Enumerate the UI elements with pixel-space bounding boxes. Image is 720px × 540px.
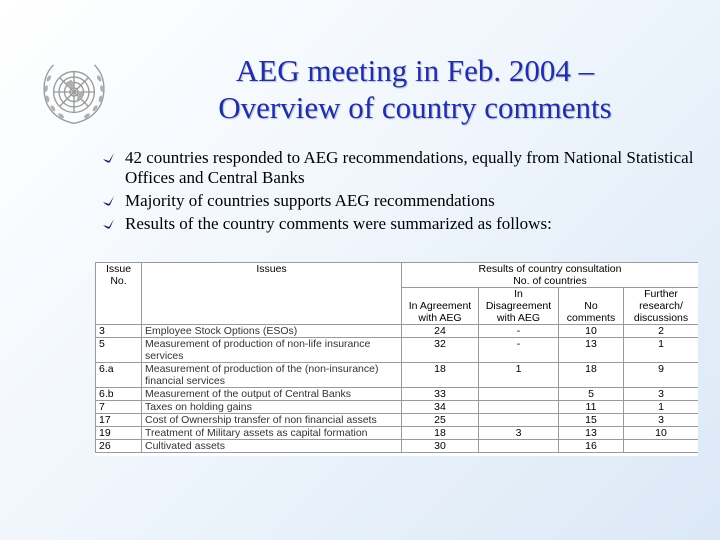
cell-issue: Measurement of the output of Central Banks: [142, 388, 402, 401]
cell-disagree: -: [479, 338, 559, 363]
cell-further: 1: [624, 338, 699, 363]
cell-agree: 32: [402, 338, 479, 363]
header-issue-no: Issue No.: [96, 263, 142, 325]
cell-issue: Measurement of production of the (non-insurance) financial services: [142, 363, 402, 388]
header-no-comments: No comments: [559, 288, 624, 325]
cell-issue: Taxes on holding gains: [142, 401, 402, 414]
cell-further: 9: [624, 363, 699, 388]
cell-issue-no: 3: [96, 325, 142, 338]
cell-no-comments: 11: [559, 401, 624, 414]
slide-title-line-2: Overview of country comments: [218, 90, 612, 125]
cell-disagree: 1: [479, 363, 559, 388]
bullet-list: [100, 148, 700, 237]
header-further-research: Further research/ discussions: [624, 288, 699, 325]
header-results-subtitle: No. of countries: [513, 275, 587, 287]
table-row: [96, 401, 699, 414]
cell-agree: 24: [402, 325, 479, 338]
cell-issue: Cost of Ownership transfer of non financial assets: [142, 414, 402, 427]
cell-issue-no: 6.a: [96, 363, 142, 388]
bullet-item: [100, 191, 700, 211]
cell-issue-no: 7: [96, 401, 142, 414]
cell-further: 10: [624, 427, 699, 440]
table-row: [96, 427, 699, 440]
header-results-group: [402, 263, 699, 288]
bullet-text: Results of the country comments were summarized as follows:: [125, 214, 552, 233]
table-row: [96, 388, 699, 401]
table-row: [96, 414, 699, 427]
cell-no-comments: 5: [559, 388, 624, 401]
cell-no-comments: 10: [559, 325, 624, 338]
cell-agree: 30: [402, 440, 479, 453]
cell-no-comments: 13: [559, 427, 624, 440]
table-row: [96, 363, 699, 388]
cell-further: 3: [624, 414, 699, 427]
cell-agree: 33: [402, 388, 479, 401]
cell-issue-no: 17: [96, 414, 142, 427]
header-issues: Issues: [142, 263, 402, 325]
bullet-item: [100, 214, 700, 234]
cell-issue: Cultivated assets: [142, 440, 402, 453]
table-row: [96, 338, 699, 363]
country-comments-table: [95, 262, 698, 456]
slide-title-line-1: AEG meeting in Feb. 2004 –: [235, 53, 595, 88]
cell-issue: Measurement of production of non-life insurance services: [142, 338, 402, 363]
header-results-title: Results of country consultation: [478, 263, 622, 275]
table-row: [96, 325, 699, 338]
cell-issue: Treatment of Military assets as capital formation: [142, 427, 402, 440]
cell-further: 2: [624, 325, 699, 338]
cell-no-comments: 16: [559, 440, 624, 453]
cell-further: 1: [624, 401, 699, 414]
cell-further: [624, 440, 699, 453]
cell-agree: 34: [402, 401, 479, 414]
cell-agree: 18: [402, 427, 479, 440]
bullet-text: Majority of countries supports AEG recommendations: [125, 191, 495, 210]
header-in-agreement: In Agreement with AEG: [402, 288, 479, 325]
bullet-text: 42 countries responded to AEG recommendations, equally from National Statistical Offices and Central Banks: [125, 148, 694, 187]
cell-issue-no: 6.b: [96, 388, 142, 401]
cell-disagree: -: [479, 325, 559, 338]
bullet-arrow-icon: [102, 218, 115, 230]
table-row: [96, 440, 699, 453]
cell-issue-no: 5: [96, 338, 142, 363]
cell-disagree: [479, 440, 559, 453]
bullet-arrow-icon: [102, 195, 115, 207]
bullet-item: [100, 148, 700, 188]
un-emblem-icon: [40, 58, 108, 126]
cell-disagree: [479, 388, 559, 401]
cell-agree: 25: [402, 414, 479, 427]
cell-disagree: [479, 414, 559, 427]
cell-issue: Employee Stock Options (ESOs): [142, 325, 402, 338]
table-header-row: [96, 263, 699, 288]
bullet-arrow-icon: [102, 152, 115, 164]
cell-disagree: [479, 401, 559, 414]
cell-issue-no: 26: [96, 440, 142, 453]
cell-agree: 18: [402, 363, 479, 388]
slide-title: [150, 52, 680, 126]
cell-disagree: 3: [479, 427, 559, 440]
cell-no-comments: 13: [559, 338, 624, 363]
cell-no-comments: 15: [559, 414, 624, 427]
cell-no-comments: 18: [559, 363, 624, 388]
cell-further: 3: [624, 388, 699, 401]
header-in-disagreement: In Disagreement with AEG: [479, 288, 559, 325]
cell-issue-no: 19: [96, 427, 142, 440]
